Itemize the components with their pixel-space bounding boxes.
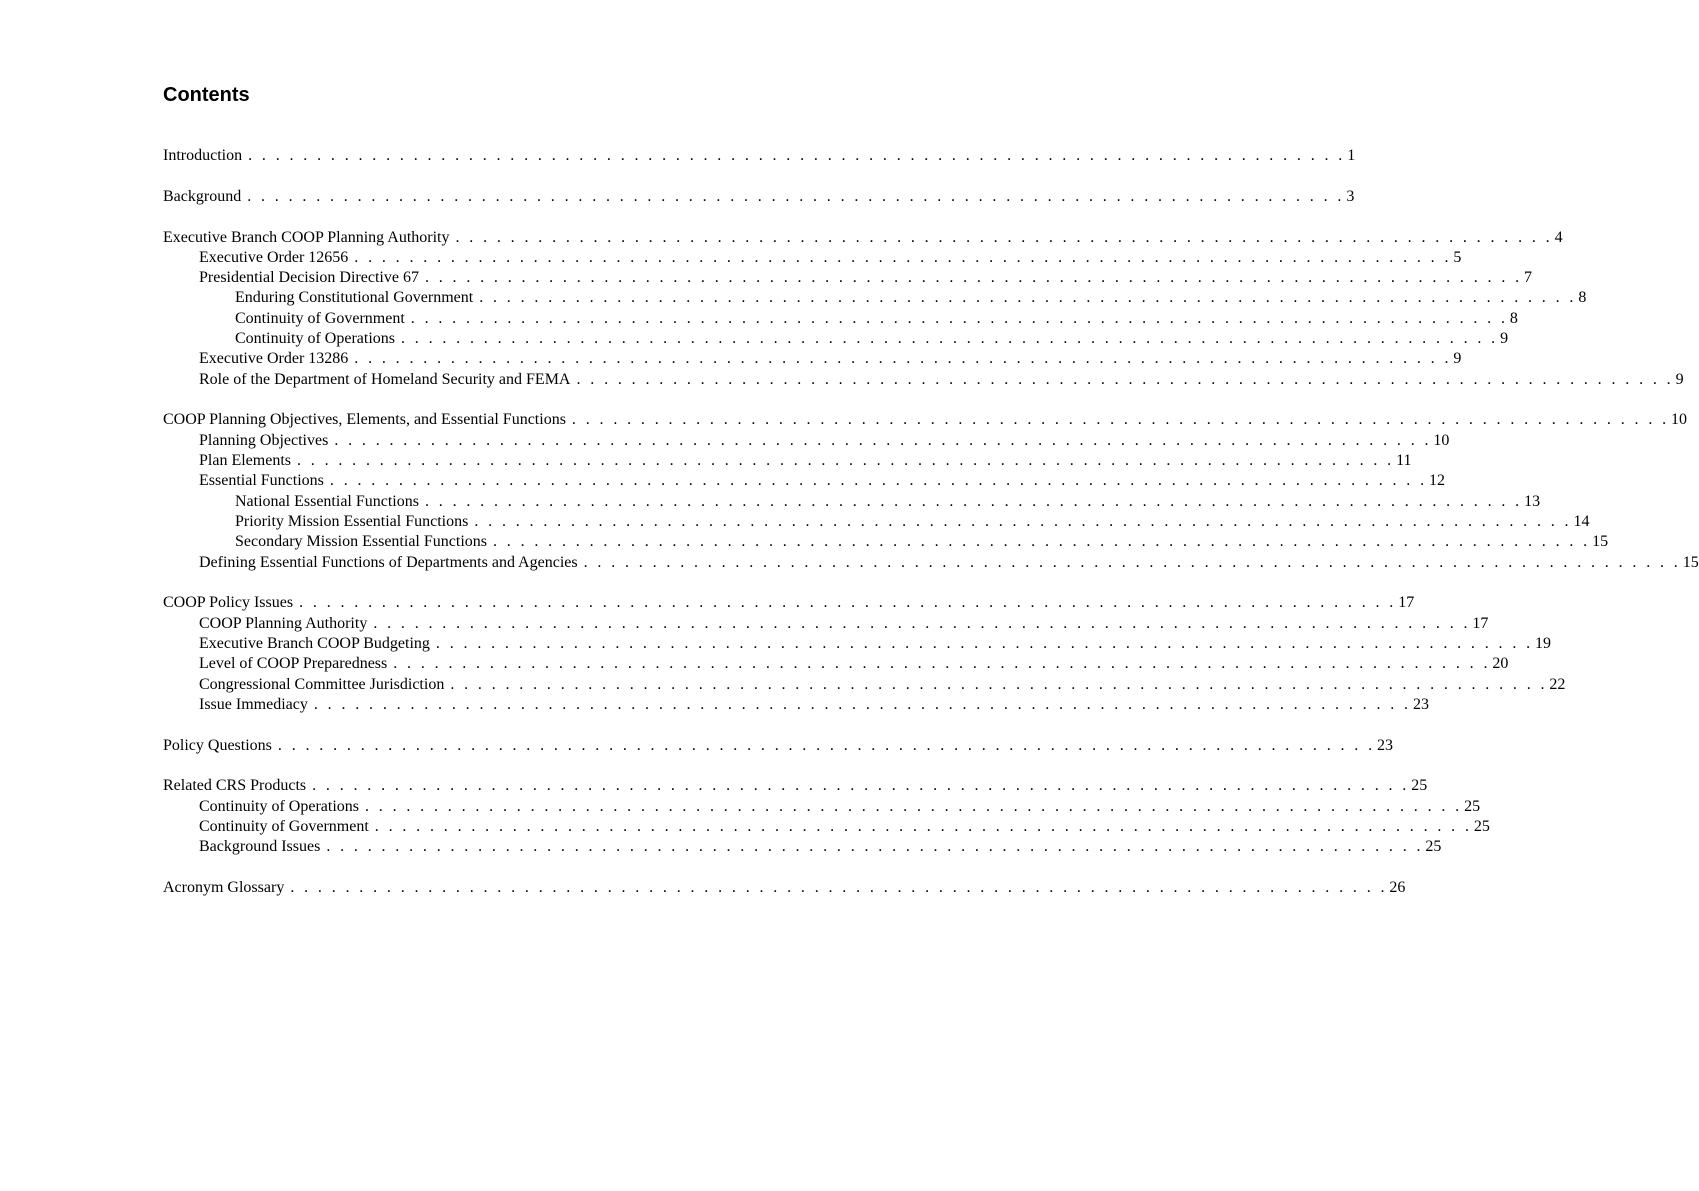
toc-section xyxy=(163,776,1490,857)
toc-entry-page-number: 23 xyxy=(1377,736,1393,754)
toc-entry[interactable] xyxy=(163,797,1481,817)
toc-entry[interactable] xyxy=(163,329,1509,349)
toc-entry-page-number: 10 xyxy=(1433,431,1450,449)
toc-entry-title: Enduring Constitutional Government xyxy=(235,288,473,308)
toc-entry-title: Executive Branch COOP Planning Authority xyxy=(163,228,449,248)
toc-entry[interactable] xyxy=(163,878,1406,898)
toc-entry-title: National Essential Functions xyxy=(235,492,419,512)
toc-entry[interactable] xyxy=(163,675,1566,695)
toc-entry-page-number: 25 xyxy=(1473,818,1490,836)
toc-entry-title: Background xyxy=(163,187,241,207)
dot-leader: . . . . . . . . . . . . . . . . . . . . . . . . . . . . . . . . . . . . . . . . . . . . . . . . . . . . . . . . . . . . . . . . . . . . . . . . . . . . . . . . xyxy=(410,309,1508,327)
dot-leader: . . . . . . . . . . . . . . . . . . . . . . . . . . . . . . . . . . . . . . . . . . . . . . . . . . . . . . . . . . . . . . . . . . . . . . . . . . . . . . . . xyxy=(312,777,1410,795)
toc-entry[interactable] xyxy=(163,228,1563,248)
toc-entry-page-number: 25 xyxy=(1425,838,1442,856)
toc-entry-page-number: 9 xyxy=(1500,330,1509,348)
toc-entry-page-number: 8 xyxy=(1578,289,1587,307)
toc-entry-title: Policy Questions xyxy=(163,736,272,756)
contents-heading: Contents xyxy=(163,84,250,106)
dot-leader: . . . . . . . . . . . . . . . . . . . . . . . . . . . . . . . . . . . . . . . . . . . . . . . . . . . . . . . . . . . . . . . . . . . . . . . . . . . . . . . . xyxy=(277,736,1375,754)
dot-leader: . . . . . . . . . . . . . . . . . . . . . . . . . . . . . . . . . . . . . . . . . . . . . . . . . . . . . . . . . . . . . . . . . . . . . . . . . . . . . . . . xyxy=(299,594,1397,612)
toc-entry-page-number: 10 xyxy=(1671,411,1688,429)
toc-entry-title: COOP Planning Objectives, Elements, and Essential Functions xyxy=(163,410,566,430)
toc-entry-page-number: 25 xyxy=(1464,797,1481,815)
dot-leader: . . . . . . . . . . . . . . . . . . . . . . . . . . . . . . . . . . . . . . . . . . . . . . . . . . . . . . . . . . . . . . . . . . . . . . . . . . . . . . . . xyxy=(374,818,1472,836)
dot-leader: . . . . . . . . . . . . . . . . . . . . . . . . . . . . . . . . . . . . . . . . . . . . . . . . . . . . . . . . . . . . . . . . . . . . . . . . . . . . . . . . xyxy=(393,655,1491,673)
toc-entry-title: Continuity of Government xyxy=(235,309,405,329)
toc-entry-page-number: 15 xyxy=(1682,553,1699,571)
dot-leader: . . . . . . . . . . . . . . . . . . . . . . . . . . . . . . . . . . . . . . . . . . . . . . . . . . . . . . . . . . . . . . . . . . . . . . . . . . . . . . . . xyxy=(400,330,1499,348)
toc-entry-page-number: 12 xyxy=(1429,472,1445,490)
toc-section xyxy=(163,593,1566,715)
dot-leader: . . . . . . . . . . . . . . . . . . . . . . . . . . . . . . . . . . . . . . . . . . . . . . . . . . . . . . . . . . . . . . . . . . . . . . . . . . . . . . . . xyxy=(313,695,1411,713)
toc-entry[interactable] xyxy=(163,492,1541,512)
toc-entry[interactable] xyxy=(163,146,1356,166)
dot-leader: . . . . . . . . . . . . . . . . . . . . . . . . . . . . . . . . . . . . . . . . . . . . . . . . . . . . . . . . . . . . . . . . . . . . . . . . . . . . . . . . xyxy=(474,512,1572,530)
toc-entry-title: Issue Immediacy xyxy=(199,695,308,715)
toc-entry[interactable] xyxy=(163,370,1684,390)
toc-section xyxy=(163,736,1393,756)
toc-entry-title: Presidential Decision Directive 67 xyxy=(199,268,419,288)
dot-leader: . . . . . . . . . . . . . . . . . . . . . . . . . . . . . . . . . . . . . . . . . . . . . . . . . . . . . . . . . . . . . . . . . . . . . . . . . . . . . . . . xyxy=(329,472,1427,490)
toc-entry[interactable] xyxy=(163,817,1490,837)
dot-leader: . . . . . . . . . . . . . . . . . . . . . . . . . . . . . . . . . . . . . . . . . . . . . . . . . . . . . . . . . . . . . . . . . . . . . . . . . . . . . . . . xyxy=(373,614,1471,632)
toc-entry[interactable] xyxy=(163,654,1509,674)
dot-leader: . . . . . . . . . . . . . . . . . . . . . . . . . . . . . . . . . . . . . . . . . . . . . . . . . . . . . . . . . . . . . . . . . . . . . . . . . . . . . . . . xyxy=(571,411,1670,429)
dot-leader: . . . . . . . . . . . . . . . . . . . . . . . . . . . . . . . . . . . . . . . . . . . . . . . . . . . . . . . . . . . . . . . . . . . . . . . . . . . . . . . . xyxy=(450,675,1548,693)
toc-entry[interactable] xyxy=(163,431,1450,451)
toc-entry-title: Level of COOP Preparedness xyxy=(199,654,387,674)
toc-entry-title: Background Issues xyxy=(199,837,320,857)
dot-leader: . . . . . . . . . . . . . . . . . . . . . . . . . . . . . . . . . . . . . . . . . . . . . . . . . . . . . . . . . . . . . . . . . . . . . . . . . . . . . . . . xyxy=(247,187,1345,205)
toc-entry[interactable] xyxy=(163,349,1462,369)
toc-entry-page-number: 9 xyxy=(1453,350,1462,368)
dot-leader: . . . . . . . . . . . . . . . . . . . . . . . . . . . . . . . . . . . . . . . . . . . . . . . . . . . . . . . . . . . . . . . . . . . . . . . . . . . . . . . . xyxy=(424,269,1523,287)
toc-entry-page-number: 5 xyxy=(1453,248,1462,266)
toc-entry-title: Defining Essential Functions of Departments and Agencies xyxy=(199,553,578,573)
toc-entry[interactable] xyxy=(163,451,1412,471)
toc-entry-page-number: 25 xyxy=(1411,777,1428,795)
toc-entry-title: Plan Elements xyxy=(199,451,291,471)
toc-entry-title: Continuity of Operations xyxy=(199,797,359,817)
toc-entry-title: Executive Order 13286 xyxy=(199,349,348,369)
dot-leader: . . . . . . . . . . . . . . . . . . . . . . . . . . . . . . . . . . . . . . . . . . . . . . . . . . . . . . . . . . . . . . . . . . . . . . . . . . . . . . . . xyxy=(354,248,1452,266)
dot-leader: . . . . . . . . . . . . . . . . . . . . . . . . . . . . . . . . . . . . . . . . . . . . . . . . . . . . . . . . . . . . . . . . . . . . . . . . . . . . . . . . xyxy=(492,533,1591,551)
toc-entry-title: Role of the Department of Homeland Security and FEMA xyxy=(199,370,570,390)
table-of-contents xyxy=(163,146,1699,919)
toc-entry[interactable] xyxy=(163,268,1533,288)
toc-entry-page-number: 23 xyxy=(1412,695,1429,713)
dot-leader: . . . . . . . . . . . . . . . . . . . . . . . . . . . . . . . . . . . . . . . . . . . . . . . . . . . . . . . . . . . . . . . . . . . . . . . . . . . . . . . . xyxy=(296,452,1395,470)
toc-entry-page-number: 4 xyxy=(1554,228,1563,246)
toc-entry-title: Acronym Glossary xyxy=(163,878,284,898)
toc-entry-title: Planning Objectives xyxy=(199,431,328,451)
dot-leader: . . . . . . . . . . . . . . . . . . . . . . . . . . . . . . . . . . . . . . . . . . . . . . . . . . . . . . . . . . . . . . . . . . . . . . . . . . . . . . . . xyxy=(424,492,1523,510)
dot-leader: . . . . . . . . . . . . . . . . . . . . . . . . . . . . . . . . . . . . . . . . . . . . . . . . . . . . . . . . . . . . . . . . . . . . . . . . . . . . . . . . xyxy=(435,634,1534,652)
toc-entry-page-number: 22 xyxy=(1549,675,1566,693)
toc-entry[interactable] xyxy=(163,309,1518,329)
toc-entry-page-number: 17 xyxy=(1472,614,1489,632)
toc-entry-title: Essential Functions xyxy=(199,471,324,491)
toc-entry-page-number: 11 xyxy=(1396,452,1412,470)
toc-entry-page-number: 8 xyxy=(1509,309,1518,327)
toc-entry-page-number: 14 xyxy=(1573,512,1590,530)
toc-entry-page-number: 26 xyxy=(1389,879,1406,897)
toc-entry[interactable] xyxy=(163,776,1428,796)
toc-entry-page-number: 7 xyxy=(1524,269,1533,287)
toc-entry[interactable] xyxy=(163,410,1688,430)
toc-entry[interactable] xyxy=(163,614,1489,634)
toc-entry[interactable] xyxy=(163,553,1699,573)
toc-entry-page-number: 20 xyxy=(1492,655,1509,673)
toc-entry[interactable] xyxy=(163,695,1429,715)
toc-entry[interactable] xyxy=(163,187,1355,207)
toc-entry-page-number: 17 xyxy=(1398,594,1415,612)
toc-entry[interactable] xyxy=(163,736,1393,756)
toc-entry-title: Related CRS Products xyxy=(163,776,306,796)
toc-entry[interactable] xyxy=(163,593,1415,613)
dot-leader: . . . . . . . . . . . . . . . . . . . . . . . . . . . . . . . . . . . . . . . . . . . . . . . . . . . . . . . . . . . . . . . . . . . . . . . . . . . . . . . . xyxy=(455,228,1553,246)
toc-entry-title: Continuity of Operations xyxy=(235,329,395,349)
toc-entry-page-number: 3 xyxy=(1346,187,1355,205)
toc-entry-title: Priority Mission Essential Functions xyxy=(235,512,468,532)
toc-entry[interactable] xyxy=(163,837,1442,857)
toc-entry[interactable] xyxy=(163,288,1587,308)
toc-section xyxy=(163,228,1684,390)
dot-leader: . . . . . . . . . . . . . . . . . . . . . . . . . . . . . . . . . . . . . . . . . . . . . . . . . . . . . . . . . . . . . . . . . . . . . . . . . . . . . . . . xyxy=(354,350,1452,368)
dot-leader: . . . . . . . . . . . . . . . . . . . . . . . . . . . . . . . . . . . . . . . . . . . . . . . . . . . . . . . . . . . . . . . . . . . . . . . . . . . . . . . . xyxy=(248,147,1346,164)
dot-leader: . . . . . . . . . . . . . . . . . . . . . . . . . . . . . . . . . . . . . . . . . . . . . . . . . . . . . . . . . . . . . . . . . . . . . . . . . . . . . . . . xyxy=(364,797,1463,815)
toc-entry-title: COOP Policy Issues xyxy=(163,593,293,613)
dot-leader: . . . . . . . . . . . . . . . . . . . . . . . . . . . . . . . . . . . . . . . . . . . . . . . . . . . . . . . . . . . . . . . . . . . . . . . . . . . . . . . . xyxy=(290,879,1388,897)
toc-entry[interactable] xyxy=(163,471,1445,491)
dot-leader: . . . . . . . . . . . . . . . . . . . . . . . . . . . . . . . . . . . . . . . . . . . . . . . . . . . . . . . . . . . . . . . . . . . . . . . . . . . . . . . . xyxy=(334,431,1432,449)
dot-leader: . . . . . . . . . . . . . . . . . . . . . . . . . . . . . . . . . . . . . . . . . . . . . . . . . . . . . . . . . . . . . . . . . . . . . . . . . . . . . . . . xyxy=(326,838,1424,856)
toc-entry-title: Introduction xyxy=(163,146,242,166)
toc-entry-title: Continuity of Government xyxy=(199,817,369,837)
toc-entry-page-number: 19 xyxy=(1535,634,1552,652)
toc-entry-page-number: 1 xyxy=(1347,147,1356,164)
toc-section xyxy=(163,187,1355,207)
dot-leader: . . . . . . . . . . . . . . . . . . . . . . . . . . . . . . . . . . . . . . . . . . . . . . . . . . . . . . . . . . . . . . . . . . . . . . . . . . . . . . . . xyxy=(583,553,1681,571)
toc-entry[interactable] xyxy=(163,532,1609,552)
toc-entry-page-number: 13 xyxy=(1524,492,1541,510)
toc-section xyxy=(163,410,1699,572)
toc-entry-title: Executive Order 12656 xyxy=(199,248,348,268)
toc-section xyxy=(163,146,1356,166)
toc-entry-title: Congressional Committee Jurisdiction xyxy=(199,675,444,695)
dot-leader: . . . . . . . . . . . . . . . . . . . . . . . . . . . . . . . . . . . . . . . . . . . . . . . . . . . . . . . . . . . . . . . . . . . . . . . . . . . . . . . . xyxy=(576,370,1674,388)
toc-entry[interactable] xyxy=(163,634,1552,654)
toc-section xyxy=(163,878,1406,898)
dot-leader: . . . . . . . . . . . . . . . . . . . . . . . . . . . . . . . . . . . . . . . . . . . . . . . . . . . . . . . . . . . . . . . . . . . . . . . . . . . . . . . . xyxy=(479,289,1577,307)
toc-entry[interactable] xyxy=(163,512,1590,532)
toc-entry[interactable] xyxy=(163,248,1462,268)
toc-entry-title: COOP Planning Authority xyxy=(199,614,367,634)
toc-entry-page-number: 9 xyxy=(1675,370,1684,388)
toc-entry-title: Secondary Mission Essential Functions xyxy=(235,532,487,552)
toc-entry-title: Executive Branch COOP Budgeting xyxy=(199,634,430,654)
toc-entry-page-number: 15 xyxy=(1592,533,1609,551)
